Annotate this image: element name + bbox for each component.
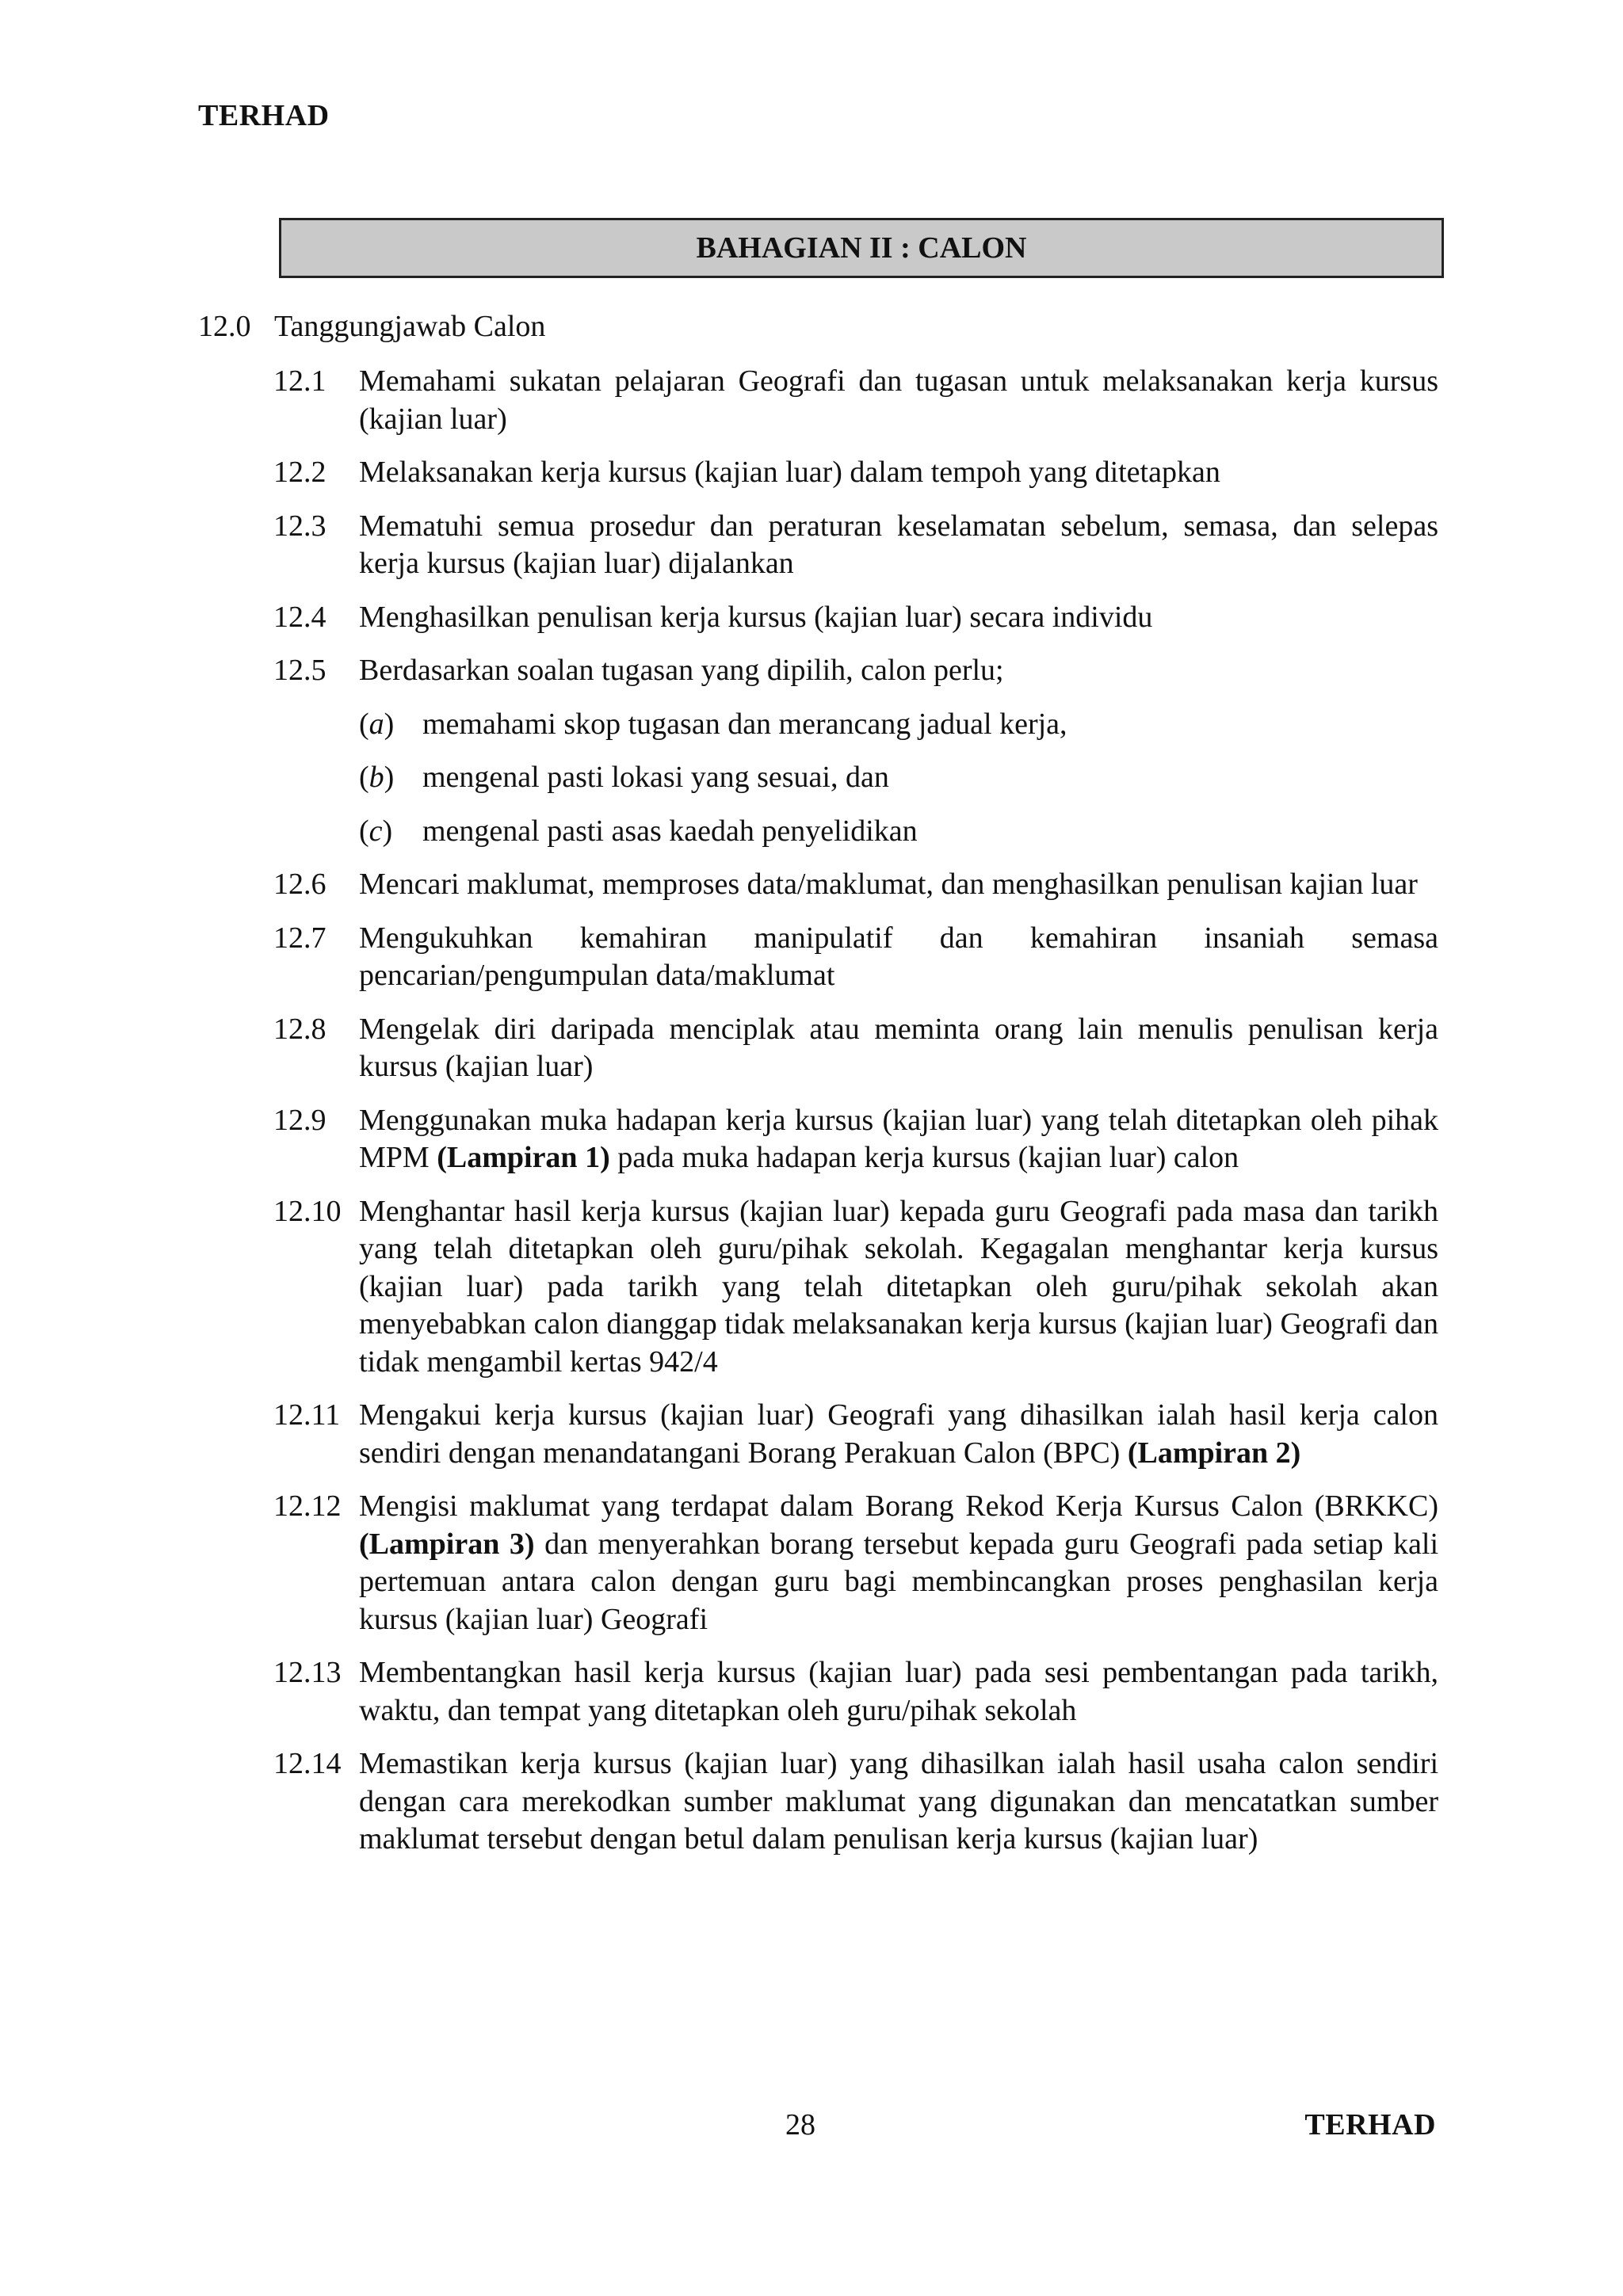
appendix-reference: (Lampiran 3)	[359, 1527, 535, 1561]
item-text: Mematuhi semua prosedur dan peraturan keselamatan sebelum, semasa, dan selepas kerja kursus (kajian luar) dijalankan	[359, 509, 1438, 580]
item-number: 12.7	[273, 921, 327, 955]
item-text: Menghantar hasil kerja kursus (kajian luar) kepada guru Geografi pada masa dan tarikh yang telah ditetapkan oleh guru/pihak sekolah. Kegagalan menghantar kerja kursus (kajian luar) pada tarikh yang telah ditetapkan oleh guru/pihak sekolah akan menyebabkan calon dianggap tidak melaksanakan kerja kursus (kajian luar) Geografi dan tidak mengambil kertas 942/4	[359, 1194, 1438, 1379]
item-text: Membentangkan hasil kerja kursus (kajian luar) pada sesi pembentangan pada tarikh, waktu, dan tempat yang ditetapkan oleh guru/pihak sekolah	[359, 1656, 1438, 1727]
item-text: Berdasarkan soalan tugasan yang dipilih, calon perlu;	[359, 654, 1004, 687]
item-number: 12.11	[273, 1398, 341, 1432]
list-item	[273, 1011, 1438, 1086]
sub-item	[359, 813, 1438, 851]
section-title-box	[279, 218, 1444, 278]
item-number: 12.14	[273, 1747, 342, 1780]
list-item	[273, 1397, 1438, 1472]
item-text: Melaksanakan kerja kursus (kajian luar) dalam tempoh yang ditetapkan	[359, 456, 1220, 489]
sub-item-label: (c)	[359, 814, 393, 848]
sub-item	[359, 759, 1438, 797]
item-text: Menggunakan muka hadapan kerja kursus (kajian luar) yang telah ditetapkan oleh pihak MPM (Lampiran 1) pada muka hadapan kerja kursus (kajian luar) calon	[359, 1103, 1438, 1174]
sub-item-label: (a)	[359, 707, 395, 741]
sub-item-text: mengenal pasti lokasi yang sesuai, dan	[422, 761, 889, 794]
sub-item-text: mengenal pasti asas kaedah penyelidikan	[422, 814, 918, 848]
list-item	[273, 866, 1438, 904]
item-text: Mengukuhkan kemahiran manipulatif dan kemahiran insaniah semasa pencarian/pengumpulan data/maklumat	[359, 921, 1438, 992]
item-text: Mengisi maklumat yang terdapat dalam Borang Rekod Kerja Kursus Calon (BRKKC) (Lampiran 3) dan menyerahkan borang tersebut kepada guru Geografi pada setiap kali pertemuan antara calon dengan guru bagi membincangkan proses penghasilan kerja kursus (kajian luar) Geografi	[359, 1489, 1438, 1636]
item-number: 12.10	[273, 1194, 342, 1228]
list-item	[273, 1102, 1438, 1177]
list-item	[273, 454, 1438, 492]
item-text: Memastikan kerja kursus (kajian luar) yang dihasilkan ialah hasil usaha calon sendiri dengan cara merekodkan sumber maklumat yang digunakan dan mencatatkan sumber maklumat tersebut dengan betul dalam penulisan kerja kursus (kajian luar)	[359, 1747, 1438, 1855]
list-item	[273, 652, 1438, 850]
sub-list	[359, 706, 1438, 851]
item-text: Menghasilkan penulisan kerja kursus (kajian luar) secara individu	[359, 600, 1153, 634]
item-text: Mencari maklumat, memproses data/maklumat, dan menghasilkan penulisan kajian luar	[359, 868, 1418, 901]
header-classification: TERHAD	[198, 99, 330, 132]
heading-title: Tanggungjawab Calon	[274, 310, 546, 343]
main-heading	[198, 307, 545, 345]
item-number: 12.5	[273, 654, 327, 687]
item-text: Mengelak diri daripada menciplak atau meminta orang lain menulis penulisan kerja kursus (kajian luar)	[359, 1012, 1438, 1083]
sub-item	[359, 706, 1438, 744]
footer-classification: TERHAD	[1304, 2108, 1436, 2142]
item-number: 12.2	[273, 456, 327, 489]
heading-number: 12.0	[198, 310, 251, 343]
page-number: 28	[785, 2108, 815, 2142]
item-number: 12.9	[273, 1103, 327, 1137]
list-item	[273, 599, 1438, 637]
item-number: 12.4	[273, 600, 327, 634]
list-item	[273, 1745, 1438, 1859]
list-item	[273, 920, 1438, 995]
item-number: 12.1	[273, 364, 327, 398]
item-text: Memahami sukatan pelajaran Geografi dan tugasan untuk melaksanakan kerja kursus (kajian luar)	[359, 364, 1438, 436]
appendix-reference: (Lampiran 1)	[437, 1141, 610, 1174]
section-title: BAHAGIAN II : CALON	[696, 231, 1027, 265]
list-item	[273, 508, 1438, 583]
item-number: 12.8	[273, 1012, 327, 1046]
item-number: 12.3	[273, 509, 327, 543]
item-body	[359, 652, 1438, 850]
item-number: 12.13	[273, 1656, 342, 1689]
sub-item-text: memahami skop tugasan dan merancang jadual kerja,	[422, 707, 1067, 741]
list-item	[273, 1193, 1438, 1382]
item-number: 12.6	[273, 868, 327, 901]
responsibility-list	[273, 363, 1438, 1875]
list-item	[273, 1488, 1438, 1638]
item-text: Mengakui kerja kursus (kajian luar) Geografi yang dihasilkan ialah hasil kerja calon sendiri dengan menandatangani Borang Perakuan Calon (BPC) (Lampiran 2)	[359, 1398, 1438, 1470]
list-item	[273, 1654, 1438, 1730]
sub-item-label: (b)	[359, 761, 395, 794]
appendix-reference: (Lampiran 2)	[1127, 1436, 1301, 1470]
list-item	[273, 363, 1438, 438]
item-number: 12.12	[273, 1489, 342, 1523]
